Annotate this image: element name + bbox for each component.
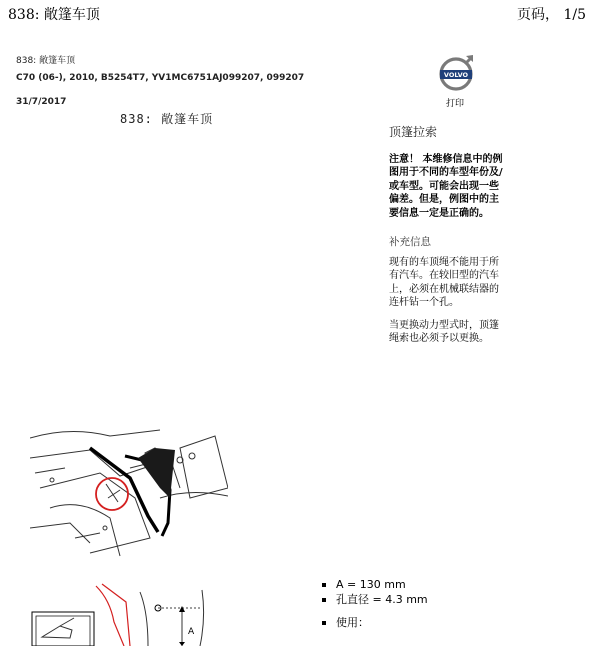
sidebar-title: 顶篷拉索 <box>389 125 438 139</box>
page-number: 页码， 1/5 <box>517 7 586 23</box>
print-link[interactable]: 打印 <box>446 99 465 109</box>
list-item <box>322 592 428 607</box>
spec-use: 使用： <box>336 616 369 629</box>
supplementary-text: 现有的车顶绳不能用于所有汽车。在较旧型的汽车上，必须在机械联结器的连杆钻一个孔。 <box>389 256 499 308</box>
document-heading: 838: 敞篷车顶 <box>120 112 214 126</box>
sidebar-panel <box>389 126 507 346</box>
roof-mechanism-illustration <box>30 428 228 558</box>
warning-note: 注意！ 本维修信息中的例图用于不同的车型年份及/或车型。可能会出现一些偏差。但是，例图中的主要信息一定是正确的。 <box>389 153 503 219</box>
replacement-text: 当更换动力型式时，顶篷绳索也必须予以更换。 <box>389 319 499 344</box>
spec-dimension-a: A = 130 mm <box>336 578 406 591</box>
list-item <box>322 577 428 592</box>
bullet-icon <box>322 621 326 625</box>
logo-text: VOLVO <box>443 71 469 79</box>
dimension-label: A <box>188 627 195 637</box>
page-title: 838: 敞篷车顶 <box>8 7 100 23</box>
volvo-logo-icon[interactable] <box>436 53 476 93</box>
drill-measurement-illustration <box>30 582 230 646</box>
spec-list <box>322 577 428 630</box>
spec-hole-diameter: 孔直径 = 4.3 mm <box>336 593 428 606</box>
list-item <box>322 615 428 630</box>
bullet-icon <box>322 583 326 587</box>
meta-vehicle: C70 (06-), 2010, B5254T7, YV1MC6751AJ099207, 099207 <box>16 73 305 83</box>
bullet-icon <box>322 598 326 602</box>
supplementary-heading: 补充信息 <box>389 236 431 248</box>
meta-date: 31/7/2017 <box>16 97 67 107</box>
meta-section: 838: 敞篷车顶 <box>16 56 76 66</box>
